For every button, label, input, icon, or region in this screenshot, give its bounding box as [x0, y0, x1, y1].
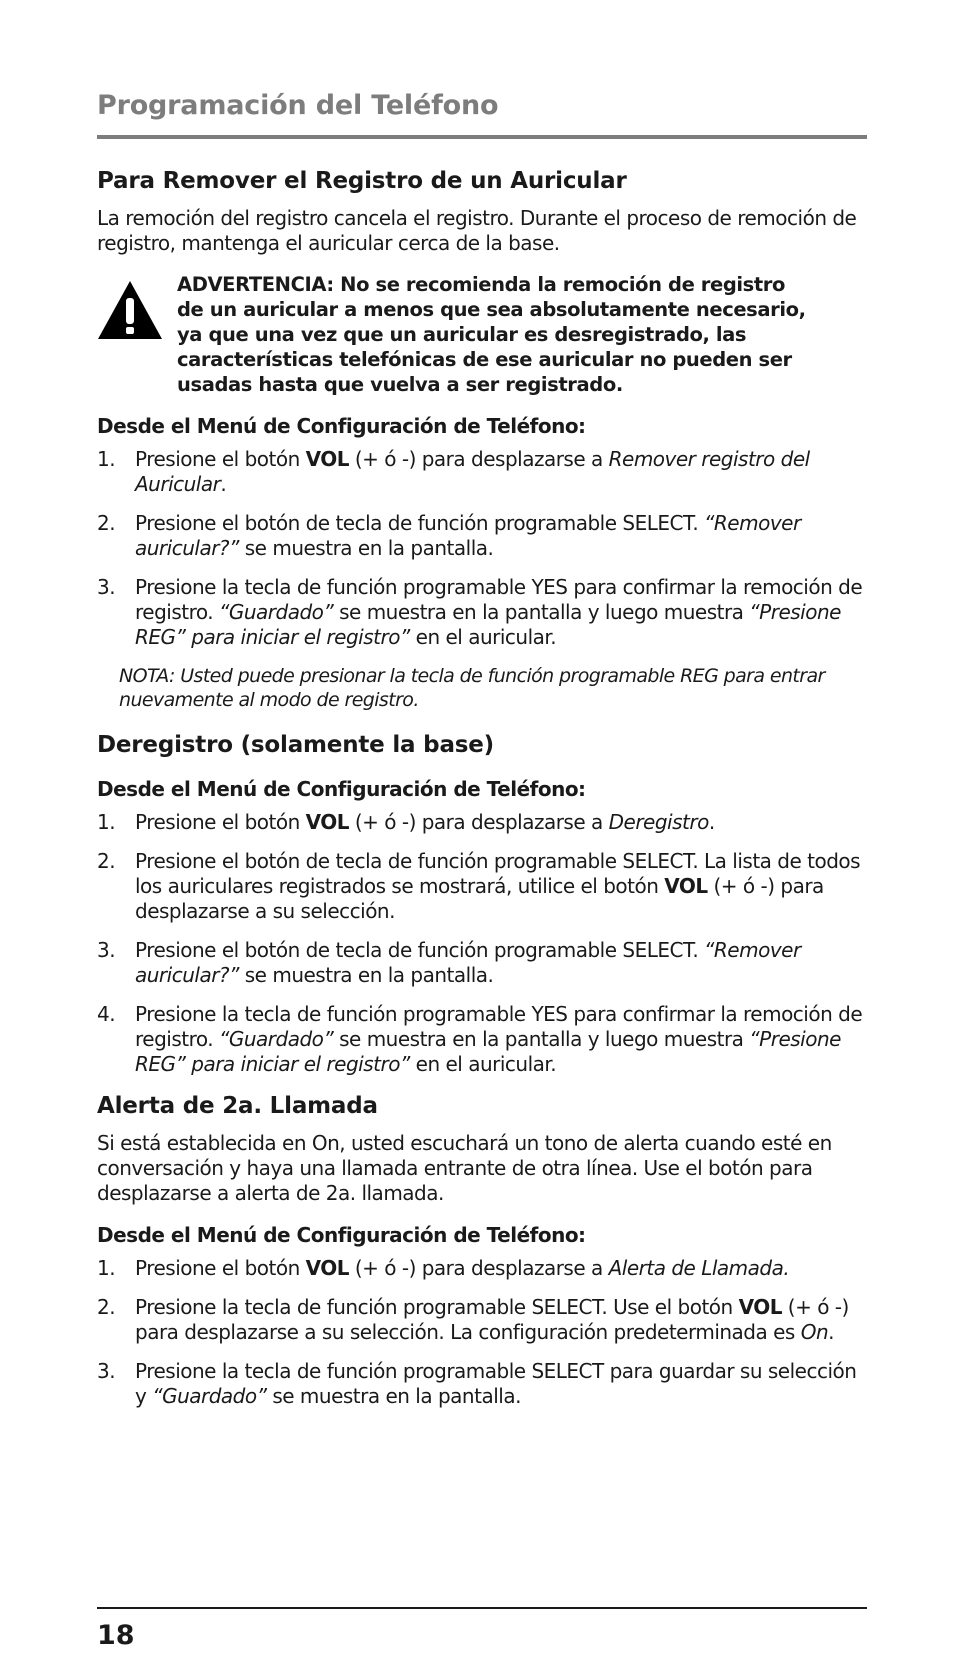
- section-intro: Si está establecida en On, usted escuchará un tono de alerta cuando esté en conversación y haya una llamada entrante de otra línea. Use el botón para desplazarse a alerta de 2a. llamada.: [97, 1131, 832, 1205]
- step-italic: “Guardado”: [218, 1027, 334, 1051]
- step-number: 2.: [97, 1295, 116, 1319]
- step-bold: VOL: [664, 874, 708, 898]
- list-item: [97, 1359, 867, 1409]
- step-bold: VOL: [738, 1295, 782, 1319]
- list-item: [97, 1002, 867, 1077]
- step-text: (+ ó -) para desplazarse a su selección. La configuración predeterminada es: [135, 1295, 849, 1344]
- list-item: [97, 810, 867, 835]
- section-title-call-waiting-alert: Alerta de 2a. Llamada: [97, 1093, 378, 1119]
- step-number: 2.: [97, 511, 116, 535]
- list-item: [97, 511, 867, 561]
- step-text: .: [708, 810, 715, 834]
- warning-triangle-icon: [97, 280, 163, 340]
- header-rule: [97, 135, 867, 139]
- step-list: [97, 810, 867, 1077]
- step-number: 3.: [97, 1359, 116, 1383]
- step-text: Presione el botón: [135, 1256, 306, 1280]
- section-intro: La remoción del registro cancela el registro. Durante el proceso de remoción de registro, mantenga el auricular cerca de la base.: [97, 206, 857, 255]
- step-italic: “Remover auricular?”: [135, 511, 801, 560]
- step-text: (+ ó -) para desplazarse a su selección.: [135, 874, 824, 923]
- warning-text: ADVERTENCIA: No se recomienda la remoción de registro de un auricular a menos que sea absolutamente necesario, ya que una vez que un auricular es desregistrado, las características telefónicas de ese auricular no pueden ser usadas hasta que vuelva a ser registrado.: [177, 273, 806, 396]
- step-text: se muestra en la pantalla y luego muestra: [333, 600, 750, 624]
- step-bold: VOL: [305, 447, 349, 471]
- step-number: 3.: [97, 575, 116, 599]
- step-italic: “Remover auricular?”: [135, 938, 801, 987]
- step-italic: “Guardado”: [218, 600, 334, 624]
- list-item: [97, 1295, 867, 1345]
- step-text: .: [828, 1320, 834, 1344]
- step-number: 1.: [97, 1256, 116, 1280]
- step-text: (+ ó -) para desplazarse a: [348, 1256, 609, 1280]
- step-italic: Deregistro: [608, 810, 709, 834]
- menu-subtitle: Desde el Menú de Configuración de Teléfono:: [97, 777, 586, 801]
- step-text: Presione el botón de tecla de función programable SELECT.: [135, 938, 705, 962]
- footer-rule: [97, 1607, 867, 1609]
- page-content: [97, 166, 867, 1423]
- step-italic: “Guardado”: [152, 1384, 267, 1408]
- step-number: 1.: [97, 447, 116, 471]
- menu-subtitle: Desde el Menú de Configuración de Teléfono:: [97, 1223, 586, 1247]
- page-number: 18: [97, 1620, 135, 1651]
- page-header-title: Programación del Teléfono: [97, 90, 499, 121]
- step-text: se muestra en la pantalla.: [238, 536, 494, 560]
- step-number: 2.: [97, 849, 116, 873]
- list-item: [97, 1256, 867, 1281]
- step-text: Presione el botón: [135, 447, 306, 471]
- step-text: Presione el botón de tecla de función programable SELECT. La lista de todos los auriculares registrados se mostrará, utilice el botón: [135, 849, 861, 898]
- step-text: Presione la tecla de función programable YES para confirmar la remoción de registro.: [135, 1002, 863, 1051]
- list-item: [97, 938, 867, 988]
- step-bold: VOL: [305, 1256, 349, 1280]
- step-text: Presione la tecla de función programable YES para confirmar la remoción de registro.: [135, 575, 863, 624]
- step-italic: “Presione REG” para iniciar el registro”: [135, 600, 841, 649]
- menu-subtitle: Desde el Menú de Configuración de Teléfono:: [97, 414, 586, 438]
- step-number: 4.: [97, 1002, 116, 1026]
- step-text: (+ ó -) para desplazarse a: [348, 810, 609, 834]
- step-italic: Remover registro del Auricular: [135, 447, 810, 496]
- step-text: se muestra en la pantalla.: [266, 1384, 521, 1408]
- step-text: (+ ó -) para desplazarse a: [348, 447, 609, 471]
- manual-page: [97, 0, 867, 1670]
- section-title-remove-registration: Para Remover el Registro de un Auricular: [97, 168, 627, 194]
- list-item: [97, 575, 867, 650]
- step-italic: Alerta de Llamada.: [608, 1256, 790, 1280]
- step-text: Presione la tecla de función programable SELECT para guardar su selección y: [135, 1359, 857, 1408]
- step-list: [97, 1256, 867, 1409]
- step-italic: On: [800, 1320, 829, 1344]
- section-title-deregistration: Deregistro (solamente la base): [97, 732, 494, 758]
- step-italic: “Presione REG” para iniciar el registro”: [135, 1027, 841, 1076]
- step-text: en el auricular.: [409, 625, 557, 649]
- step-text: se muestra en la pantalla y luego muestra: [333, 1027, 750, 1051]
- list-item: [97, 849, 867, 924]
- step-text: Presione la tecla de función programable SELECT. Use el botón: [135, 1295, 739, 1319]
- step-bold: VOL: [305, 810, 349, 834]
- step-text: Presione el botón de tecla de función programable SELECT.: [135, 511, 705, 535]
- step-number: 1.: [97, 810, 116, 834]
- step-list: [97, 447, 867, 650]
- step-text: en el auricular.: [409, 1052, 557, 1076]
- list-item: [97, 447, 867, 497]
- step-text: Presione el botón: [135, 810, 306, 834]
- step-number: 3.: [97, 938, 116, 962]
- step-text: se muestra en la pantalla.: [238, 963, 494, 987]
- warning-block: [97, 272, 867, 397]
- step-text: .: [220, 472, 227, 496]
- note-text: NOTA: Usted puede presionar la tecla de función programable REG para entrar nuevamente al modo de registro.: [119, 665, 825, 711]
